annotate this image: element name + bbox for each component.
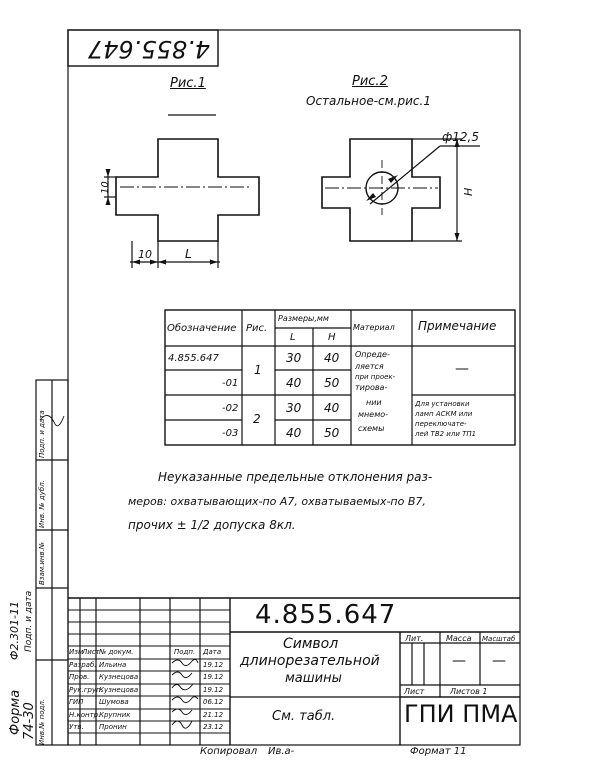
title-name-2: длинорезательной: [240, 653, 380, 669]
fig2-outline: [322, 139, 440, 241]
footer-copied: Копировал: [200, 746, 258, 757]
row0-L: 30: [286, 351, 302, 365]
th-sizes: Размеры,мм: [278, 314, 329, 323]
note-text-line-1: Неуказанные предельные отклонения раз-: [158, 470, 433, 484]
role-4-name: Крупник: [99, 711, 131, 719]
material-line-0: Опреде-: [355, 350, 390, 359]
row0-H: 40: [324, 351, 340, 365]
row1-H: 50: [324, 376, 340, 390]
row1-designation: -01: [222, 378, 239, 389]
role-3: ГИП: [69, 698, 84, 706]
role-5-name: Пронин: [99, 723, 127, 731]
role-1: Пров.: [69, 673, 90, 681]
footer-copied-sign: Ив.а-: [268, 746, 295, 757]
fig1-dim-height: 10: [100, 181, 111, 194]
row3-L: 40: [286, 426, 302, 440]
role-1-date: 19.12: [203, 673, 224, 681]
note-line-3: лей ТВ2 или ТП1: [415, 430, 477, 438]
title-name-3: машины: [285, 671, 342, 686]
material-line-4: нии: [366, 398, 382, 407]
material-line-3: тирова-: [355, 383, 388, 392]
side-vzam: Взам.инв.№: [38, 541, 46, 585]
col-date: Дата: [203, 648, 222, 656]
col-list: Лист: [82, 648, 100, 656]
title-scale-dash: —: [492, 653, 506, 669]
th-H: H: [328, 332, 336, 343]
material-line-6: схемы: [358, 424, 385, 433]
th-fig: Рис.: [246, 323, 268, 334]
side-forma-code: Ф2.301-11: [8, 601, 21, 660]
role-5-date: 23.12: [203, 723, 224, 731]
title-h-mass: Масса: [446, 634, 472, 643]
row3-designation: -03: [222, 428, 239, 439]
title-sheet: Лист: [404, 687, 425, 696]
title-name-1: Символ: [283, 636, 339, 652]
fig-group-2: 2: [253, 412, 261, 426]
top-document-number: 4.855.647: [87, 35, 210, 63]
role-0-date: 19.12: [203, 661, 224, 669]
fig1-outline: [116, 139, 259, 241]
role-3-date: 06.12: [203, 698, 224, 706]
side-podp-data-2: Подп. и дата: [38, 410, 46, 458]
row2-L: 30: [286, 401, 302, 415]
col-izm: Изм: [69, 648, 84, 656]
title-org: ГПИ ПМА: [404, 700, 518, 728]
role-0: Разраб.: [69, 661, 97, 669]
note-text-line-3: прочих ± 1/2 допуска 8кл.: [128, 518, 296, 532]
th-designation: Обозначение: [167, 323, 237, 334]
role-2-date: 19.12: [203, 686, 224, 694]
row1-L: 40: [286, 376, 302, 390]
fig2-dim-diameter: ф12,5: [442, 130, 479, 144]
role-2-name: Кузнецова: [99, 686, 139, 694]
role-0-name: Ильина: [99, 661, 127, 669]
row2-H: 40: [324, 401, 340, 415]
role-4-date: 21.12: [203, 711, 224, 719]
title-h-lit: Лит.: [405, 634, 424, 643]
side-podp-data: Подп. и дата: [24, 590, 34, 652]
note-text-line-2: меров: охватывающих-по A7, охватываемых-по B7,: [128, 495, 426, 508]
th-note: Примечание: [418, 319, 497, 333]
row3-H: 50: [324, 426, 340, 440]
note-line-2: переключате-: [415, 420, 467, 428]
col-doc: № докум.: [99, 648, 134, 656]
note-dash: —: [455, 361, 469, 377]
role-3-name: Шумова: [99, 698, 129, 706]
fig-group-1: 1: [254, 363, 262, 377]
side-inv-val: Инв. № дубл.: [38, 480, 46, 528]
material-line-5: мнемо-: [358, 410, 389, 419]
fig1-dim-width: 10: [138, 248, 152, 261]
role-5: Утв.: [69, 723, 84, 731]
title-lit-dash: —: [452, 653, 466, 669]
fig2-title: Рис.2: [352, 74, 388, 89]
th-L: L: [290, 332, 296, 343]
role-1-name: Кузнецова: [99, 673, 139, 681]
row2-designation: -02: [222, 403, 239, 414]
role-4: Н.контр.: [69, 711, 101, 719]
fig2-subtitle: Остальное-см.рис.1: [306, 94, 431, 108]
side-inv-number: 74-30: [22, 702, 37, 740]
fig2-dim-height: H: [462, 187, 475, 196]
row0-designation: 4.855.647: [168, 353, 219, 364]
footer-format: Формат 11: [410, 746, 467, 757]
title-h-scale: Масштаб: [482, 635, 516, 643]
note-line-1: ламп АСКМ или: [415, 410, 473, 418]
material-line-2: при проек-: [355, 373, 396, 381]
fig1-title: Рис.1: [170, 76, 206, 91]
side-forma: Форма: [8, 689, 23, 735]
note-line-0: Для установки: [415, 400, 470, 408]
title-sheets: Листов 1: [450, 687, 488, 696]
title-material: См. табл.: [272, 709, 336, 724]
role-2: Рук.груп.: [69, 686, 103, 694]
col-sign: Подп.: [174, 648, 196, 656]
th-material: Материал: [353, 323, 395, 332]
title-doc-number: 4.855.647: [255, 600, 397, 630]
fig1-dim-length: L: [185, 247, 192, 261]
side-inv-podl: Инв.№ подл.: [38, 698, 46, 745]
material-line-1: ляется: [355, 362, 384, 371]
